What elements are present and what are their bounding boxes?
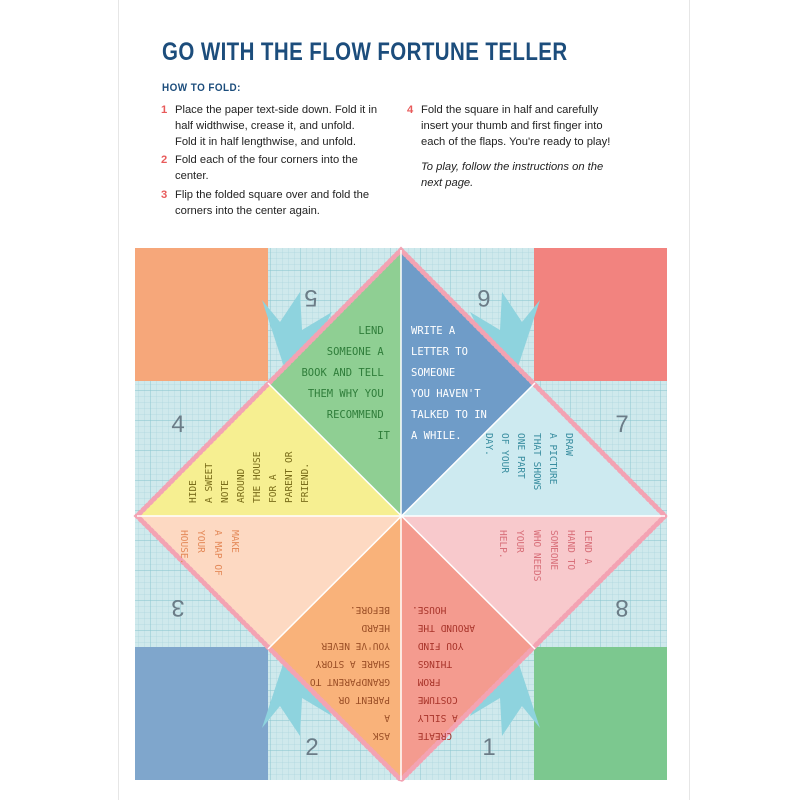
fortune-line: BEFORE.	[349, 604, 390, 615]
step-text-line: corners into the center again.	[175, 205, 320, 217]
fortune-line: ASK	[372, 730, 390, 741]
fortune-line: YOUR	[195, 530, 206, 553]
page-title: GO WITH THE FLOW FORTUNE TELLER	[162, 38, 568, 66]
fortune-line: RECOMMEND	[326, 409, 384, 421]
step-text-line: insert your thumb and first finger into	[421, 120, 603, 132]
fortune-line: LEND A	[582, 530, 593, 565]
fortune-line: SHARE A STORY	[315, 658, 390, 669]
fortune-line: YOUR	[514, 530, 525, 553]
fortune-line: COSTUME	[417, 694, 458, 705]
fortune-line: YOU'VE NEVER	[321, 640, 390, 651]
step-number: 1	[161, 104, 168, 116]
number-6: 6	[477, 284, 491, 311]
fortune-line: PARENT OR	[338, 694, 390, 705]
number-4: 4	[171, 411, 185, 438]
number-7: 7	[615, 411, 629, 438]
number-1: 1	[482, 734, 496, 761]
fortune-line: GRANDPARENT TO	[309, 676, 390, 687]
fortune-line: A PICTURE	[547, 433, 558, 485]
fortune-line: IT	[377, 430, 390, 442]
step-text-line: Fold it in half lengthwise, and unfold.	[175, 136, 356, 148]
fortune-line: SOMEONE	[411, 367, 456, 379]
fortune-line: FROM	[417, 676, 441, 687]
number-3: 3	[171, 594, 185, 621]
fortune-line: NOTE	[220, 480, 231, 503]
fortune-line: DRAW	[563, 433, 574, 456]
fortune-line: THEM WHY YOU	[307, 388, 384, 400]
fortune-line: A	[384, 712, 390, 723]
number-5: 5	[304, 284, 318, 311]
step-text-line: half widthwise, crease it, and unfold.	[175, 120, 355, 132]
fortune-line: BOOK AND TELL	[301, 367, 384, 379]
step-text-line: each of the flaps. You're ready to play!	[421, 136, 611, 148]
number-8: 8	[615, 594, 629, 621]
step-number: 3	[161, 189, 168, 201]
fortune-line: MAKE	[229, 530, 240, 553]
fortune-line: AROUND	[236, 468, 247, 503]
fortune-line: HEARD	[361, 622, 390, 633]
fortune-line: A SWEET	[204, 462, 215, 503]
fortune-line: WRITE A	[411, 325, 456, 337]
step-number: 4	[407, 104, 414, 116]
step-text-line: Flip the folded square over and fold the	[175, 189, 370, 201]
corner-bottom-left	[135, 647, 268, 780]
step-text-line: Fold each of the four corners into the	[175, 154, 358, 166]
how-to-fold-heading: HOW TO FOLD:	[162, 82, 241, 94]
step-text-line: Place the paper text-side down. Fold it in	[175, 104, 378, 116]
fortune-line: A MAP OF	[212, 530, 223, 576]
fortune-line: THAT SHOWS	[531, 433, 542, 491]
fortune-line: A SILLY	[417, 712, 458, 723]
play-note-line: To play, follow the instructions on the	[421, 161, 604, 173]
fortune-line: LETTER TO	[411, 346, 468, 358]
step-text-line: Fold the square in half and carefully	[421, 104, 599, 116]
fortune-line: A WHILE.	[411, 430, 462, 442]
number-2: 2	[305, 734, 319, 761]
fortune-line: CREATE	[417, 730, 453, 741]
fortune-line: OF YOUR	[499, 433, 510, 474]
fortune-line: HIDE	[188, 480, 199, 503]
step-number: 2	[161, 154, 168, 166]
fortune-line: HAND TO	[565, 530, 576, 571]
fortune-line: HOUSE.	[412, 604, 447, 615]
fortune-line: LEND	[358, 325, 384, 337]
fortune-line: THE HOUSE	[252, 451, 263, 503]
step-text-line: center.	[175, 170, 209, 182]
fortune-line: SOMEONE A	[326, 346, 384, 358]
fortune-line: TALKED TO IN	[411, 409, 487, 421]
fortune-line: SOMEONE	[548, 530, 559, 571]
fortune-line: THINGS	[417, 658, 453, 669]
fortune-line: HOUSE.	[178, 530, 189, 565]
fortune-line: FOR A	[268, 474, 279, 503]
fortune-line: PARENT OR	[284, 451, 295, 503]
play-note-line: next page.	[421, 177, 474, 189]
corner-bottom-right	[534, 647, 667, 780]
fortune-line: ONE PART	[515, 433, 526, 479]
fortune-line: YOU FIND	[417, 640, 464, 651]
fortune-line: FRIEND.	[300, 462, 311, 503]
corner-top-right	[534, 248, 667, 381]
fortune-line: WHO NEEDS	[531, 530, 542, 582]
fortune-line: YOU HAVEN'T	[411, 388, 481, 400]
corner-top-left	[135, 248, 268, 381]
fortune-line: HELP.	[497, 530, 508, 559]
fortune-line: DAY.	[483, 433, 494, 456]
fortune-line: AROUND THE	[417, 622, 475, 633]
